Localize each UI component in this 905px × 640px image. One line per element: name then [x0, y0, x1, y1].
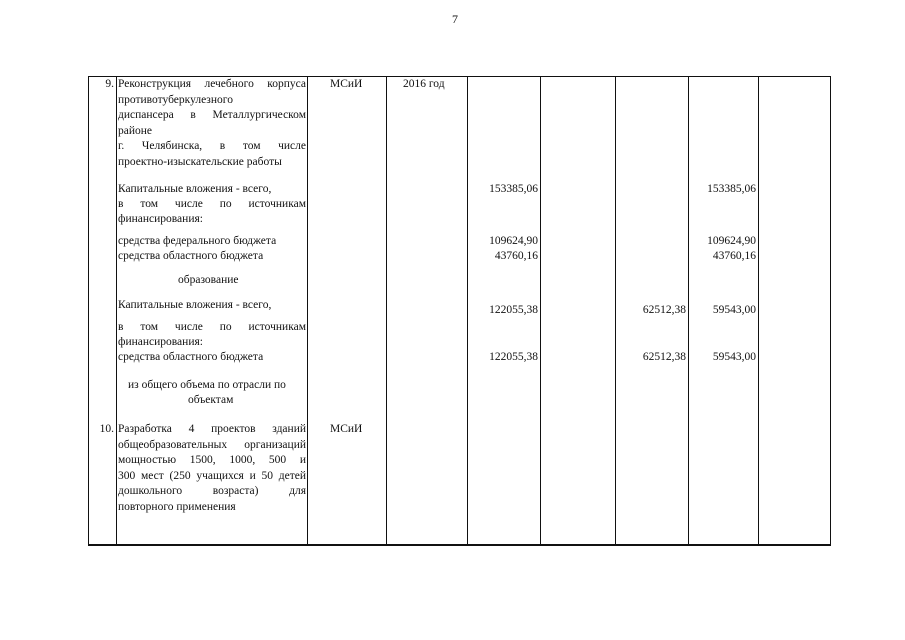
sources-label-cont: финансирования:	[118, 336, 203, 348]
capital-total-value: 62512,38	[642, 304, 686, 316]
title-line: проектно-изыскательские работы	[118, 155, 282, 168]
row-number: 10.	[99, 423, 114, 435]
title-line: районе	[118, 124, 153, 137]
federal-budget-label: средства федерального бюджета	[118, 235, 277, 247]
row-title	[118, 77, 306, 170]
sources-label-cont: финансирования:	[118, 213, 203, 225]
col-border	[307, 76, 308, 546]
title-line: Разработка 4 проектов зданий	[118, 423, 306, 435]
col-border	[540, 76, 541, 546]
table-bottom-border	[88, 544, 831, 546]
row-title	[118, 422, 306, 515]
title-line: Реконструкция лечебного корпуса	[118, 78, 306, 90]
regional-budget-value: 62512,38	[642, 351, 686, 363]
col-border	[830, 76, 831, 546]
capital-total-label: Капитальные вложения - всего,	[118, 183, 272, 195]
regional-budget-value: 122055,38	[489, 351, 538, 363]
objects-subheading-cont: объектам	[188, 394, 234, 406]
col-border	[386, 76, 387, 546]
page-number: 7	[452, 12, 458, 26]
sources-label: в том числе по источникам	[118, 198, 306, 210]
capital-total-value: 122055,38	[489, 304, 538, 316]
federal-budget-value: 109624,90	[489, 235, 538, 247]
capital-total-value: 153385,06	[707, 183, 756, 195]
regional-budget-value: 59543,00	[712, 351, 756, 363]
regional-budget-label: средства областного бюджета	[118, 250, 264, 262]
row-number: 9.	[105, 78, 114, 90]
section-heading: образование	[178, 274, 239, 286]
objects-subheading: из общего объема по отрасли по	[128, 379, 286, 391]
capital-total-label: Капитальные вложения - всего,	[118, 299, 272, 311]
title-line: мощностью 1500, 1000, 500 и	[118, 454, 306, 466]
regional-budget-value: 43760,16	[494, 250, 538, 262]
title-line: повторного применения	[118, 500, 236, 513]
title-line: г. Челябинска, в том числе	[118, 140, 306, 152]
title-line: дошкольного возраста) для	[118, 485, 306, 497]
capital-total-value: 59543,00	[712, 304, 756, 316]
executor: МСиИ	[330, 423, 363, 435]
regional-budget-value: 43760,16	[712, 250, 756, 262]
title-line: общеобразовательных организаций	[118, 438, 306, 451]
regional-budget-label: средства областного бюджета	[118, 351, 264, 363]
federal-budget-value: 109624,90	[707, 235, 756, 247]
title-line: 300 мест (250 учащихся и 50 детей	[118, 469, 306, 482]
title-line: противотуберкулезного	[118, 93, 233, 106]
capital-total-value: 153385,06	[489, 183, 538, 195]
col-border	[116, 76, 117, 546]
title-line: диспансера в Металлургическом	[118, 109, 306, 121]
sources-label: в том числе по источникам	[118, 321, 306, 333]
executor: МСиИ	[330, 78, 363, 90]
year: 2016 год	[403, 78, 445, 90]
col-border	[758, 76, 759, 546]
col-border	[88, 76, 89, 546]
